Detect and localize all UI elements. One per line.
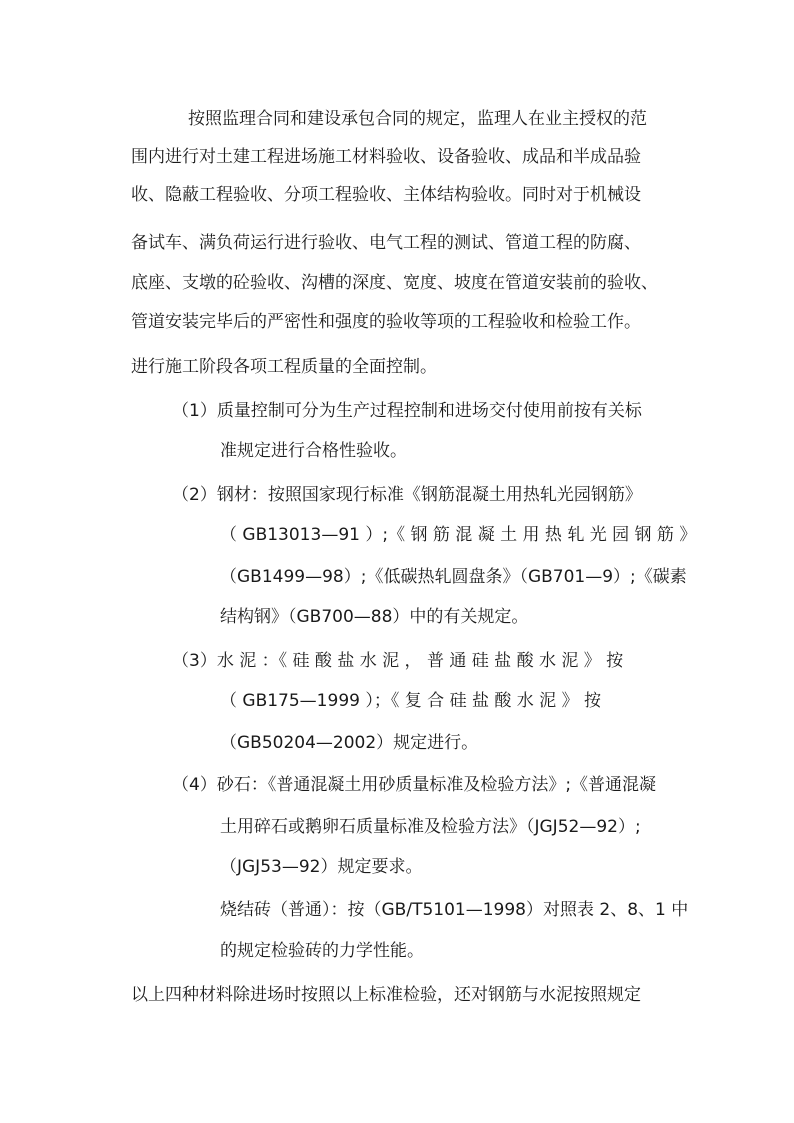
text-line: 围内进行对土建工程进场施工材料验收、设备验收、成品和半成品验 — [131, 147, 641, 167]
closing-line: 以上四种材料除进场时按照以上标准检验，还对钢筋与水泥按照规定 — [131, 985, 641, 1005]
brick-line: 烧结砖（普通）：按（GB/T5101—1998）对照表 2、8、1 中 — [220, 900, 689, 920]
list-item-3-line: （3）水 泥 ：《 硅 酸 盐 水 泥 ， 普 通 硅 盐 酸 水 泥 》 按 — [172, 651, 624, 671]
list-item-4-line: （4）砂石：《普通混凝土用砂质量标准及检验方法》;《普通混凝 — [172, 775, 657, 795]
text-line: 收、隐蔽工程验收、分项工程验收、主体结构验收。同时对于机械设 — [131, 185, 641, 205]
list-item-1-line: 准规定进行合格性验收。 — [220, 441, 407, 461]
text-line: 按照监理合同和建设承包合同的规定，监理人在业主授权的范 — [188, 109, 647, 129]
text-line: 底座、支墩的砼验收、沟槽的深度、宽度、坡度在管道安装前的验收、 — [131, 273, 658, 293]
list-item-2-line: （2）钢材：按照国家现行标准《钢筋混凝土用热轧光园钢筋》 — [172, 485, 642, 505]
list-item-4-line: 土用碎石或鹅卵石质量标准及检验方法》（JGJ52—92）; — [220, 817, 641, 837]
text-line: 进行施工阶段各项工程质量的全面控制。 — [131, 357, 437, 377]
brick-line: 的规定检验砖的力学性能。 — [220, 941, 424, 961]
list-item-3-line: （GB50204—2002）规定进行。 — [220, 733, 479, 753]
text-line: 备试车、满负荷运行进行验收、电气工程的测试、管道工程的防腐、 — [131, 233, 641, 253]
list-item-3-line: （ GB175—1999 ）；《 复 合 硅 盐 酸 水 泥 》 按 — [220, 691, 601, 711]
list-item-2-line: （ GB13013—91 ）;《 钢 筋 混 凝 土 用 热 轧 光 园 钢 筋 》 — [220, 525, 697, 545]
list-item-4-line: （JGJ53—92）规定要求。 — [220, 857, 423, 877]
list-item-2-line: 结构钢》（GB700—88）中的有关规定。 — [220, 607, 529, 627]
text-line: 管道安装完毕后的严密性和强度的验收等项的工程验收和检验工作。 — [131, 312, 641, 332]
list-item-1-line: （1）质量控制可分为生产过程控制和进场交付使用前按有关标 — [172, 401, 642, 421]
list-item-2-line: （GB1499—98）;《低碳热轧圆盘条》（GB701—9）;《碳素 — [220, 567, 687, 587]
